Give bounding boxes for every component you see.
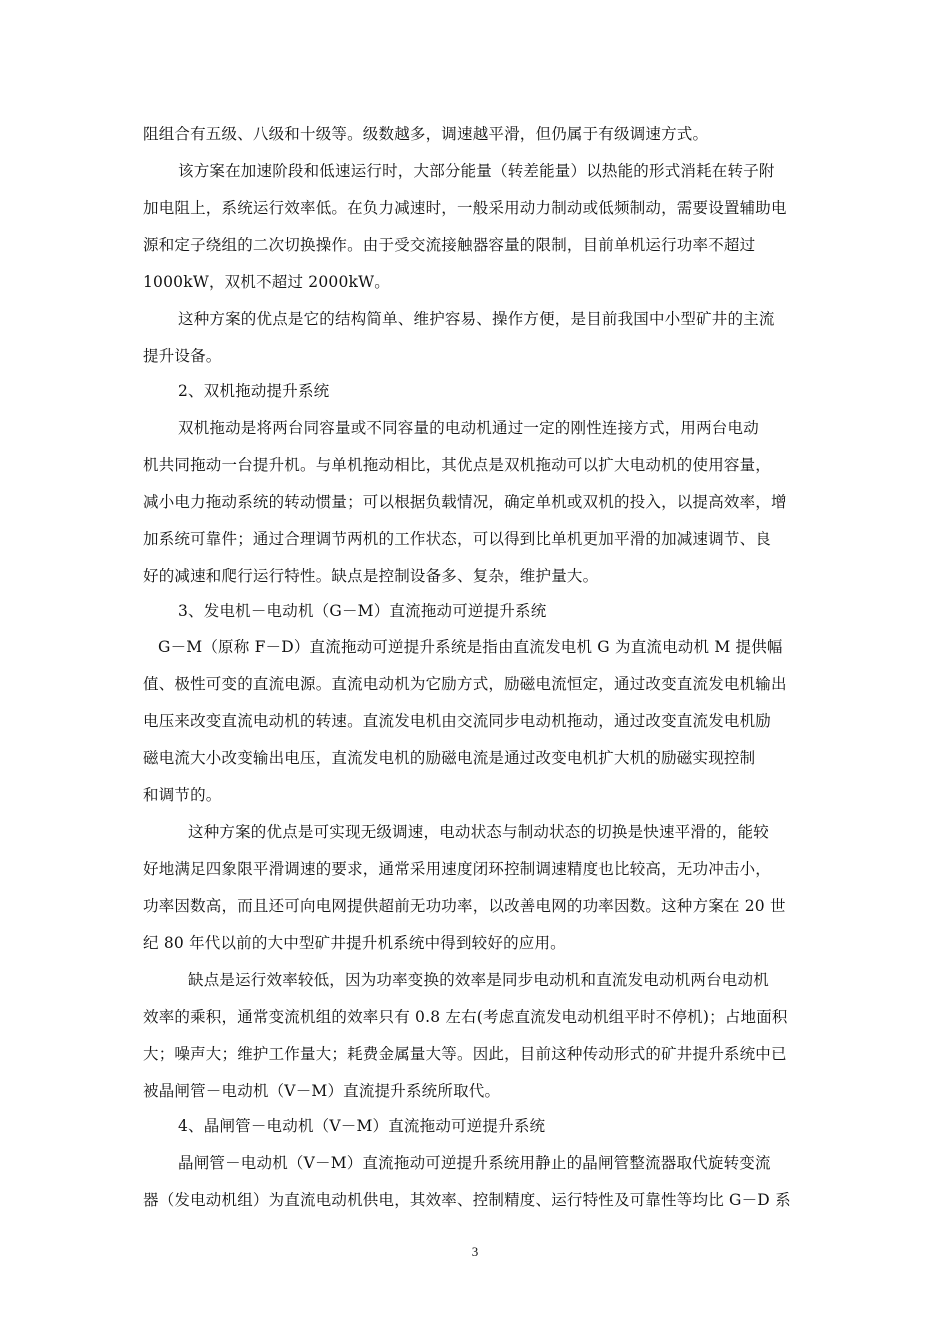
body-line: 阻组合有五级、八级和十级等。级数越多，调速越平滑，但仍属于有级调速方式。 [143, 125, 709, 143]
body-line: 源和定子绕组的二次切换操作。由于受交流接触器容量的限制，目前单机运行功率不超过 [143, 236, 756, 254]
body-line: 这种方案的优点是它的结构简单、维护容易、操作方便，是目前我国中小型矿井的主流 [178, 310, 775, 328]
body-line: 电压来改变直流电动机的转速。直流发电机由交流同步电动机拖动，通过改变直流发电机励 [143, 712, 772, 730]
page-number: 3 [471, 1244, 479, 1259]
body-line: 这种方案的优点是可实现无级调速，电动状态与制动状态的切换是快速平滑的，能较 [188, 823, 769, 841]
body-line: 被晶闸管－电动机（V－M）直流提升系统所取代。 [143, 1082, 501, 1100]
body-line: 晶闸管－电动机（V－M）直流拖动可逆提升系统用静止的晶闸管整流器取代旋转变流 [178, 1154, 771, 1172]
body-line: 功率因数高，而且还可向电网提供超前无功功率，以改善电网的功率因数。这种方案在 20 世 [143, 897, 786, 915]
section-heading: 3、发电机－电动机（G－M）直流拖动可逆提升系统 [178, 602, 547, 620]
body-line: 磁电流大小改变输出电压，直流发电机的励磁电流是通过改变电机扩大机的励磁实现控制 [143, 749, 756, 767]
section-heading: 4、晶闸管－电动机（V－M）直流拖动可逆提升系统 [178, 1117, 546, 1135]
body-line: 1000kW，双机不超过 2000kW。 [143, 273, 390, 291]
section-heading: 2、双机拖动提升系统 [178, 382, 330, 400]
body-line: 效率的乘积，通常变流机组的效率只有 0.8 左右(考虑直流发电动机组平时不停机)；占地面积 [143, 1008, 788, 1026]
body-line: 该方案在加速阶段和低速运行时，大部分能量（转差能量）以热能的形式消耗在转子附 [178, 162, 775, 180]
body-line: 加电阻上，系统运行效率低。在负力减速时，一般采用动力制动或低频制动，需要设置辅助电 [143, 199, 787, 217]
body-line: 提升设备。 [143, 347, 222, 365]
body-line: 缺点是运行效率较低，因为功率变换的效率是同步电动机和直流发电动机两台电动机 [188, 971, 769, 989]
body-line: G－M（原称 F－D）直流拖动可逆提升系统是指由直流发电机 G 为直流电动机 M 提供幅 [158, 638, 783, 656]
body-line: 好的减速和爬行运行特性。缺点是控制设备多、复杂，维护量大。 [143, 567, 599, 585]
body-line: 机共同拖动一台提升机。与单机拖动相比，其优点是双机拖动可以扩大电动机的使用容量， [143, 456, 772, 474]
body-line: 好地满足四象限平滑调速的要求，通常采用速度闭环控制调速精度也比较高，无功冲击小， [143, 860, 772, 878]
body-line: 减小电力拖动系统的转动惯量；可以根据负载情况，确定单机或双机的投入，以提高效率，增 [143, 493, 787, 511]
body-line: 器（发电动机组）为直流电动机供电，其效率、控制精度、运行特性及可靠性等均比 G－D 系 [143, 1191, 791, 1209]
body-line: 和调节的。 [143, 786, 222, 804]
body-line: 纪 80 年代以前的大中型矿井提升机系统中得到较好的应用。 [143, 934, 566, 952]
body-line: 值、极性可变的直流电源。直流电动机为它励方式，励磁电流恒定，通过改变直流发电机输出 [143, 675, 787, 693]
body-line: 加系统可靠件；通过合理调节两机的工作状态，可以得到比单机更加平滑的加减速调节、良 [143, 530, 772, 548]
body-line: 双机拖动是将两台同容量或不同容量的电动机通过一定的刚性连接方式，用两台电动 [178, 419, 759, 437]
body-line: 大；噪声大；维护工作量大；耗费金属量大等。因此，目前这种传动形式的矿井提升系统中已 [143, 1045, 787, 1063]
